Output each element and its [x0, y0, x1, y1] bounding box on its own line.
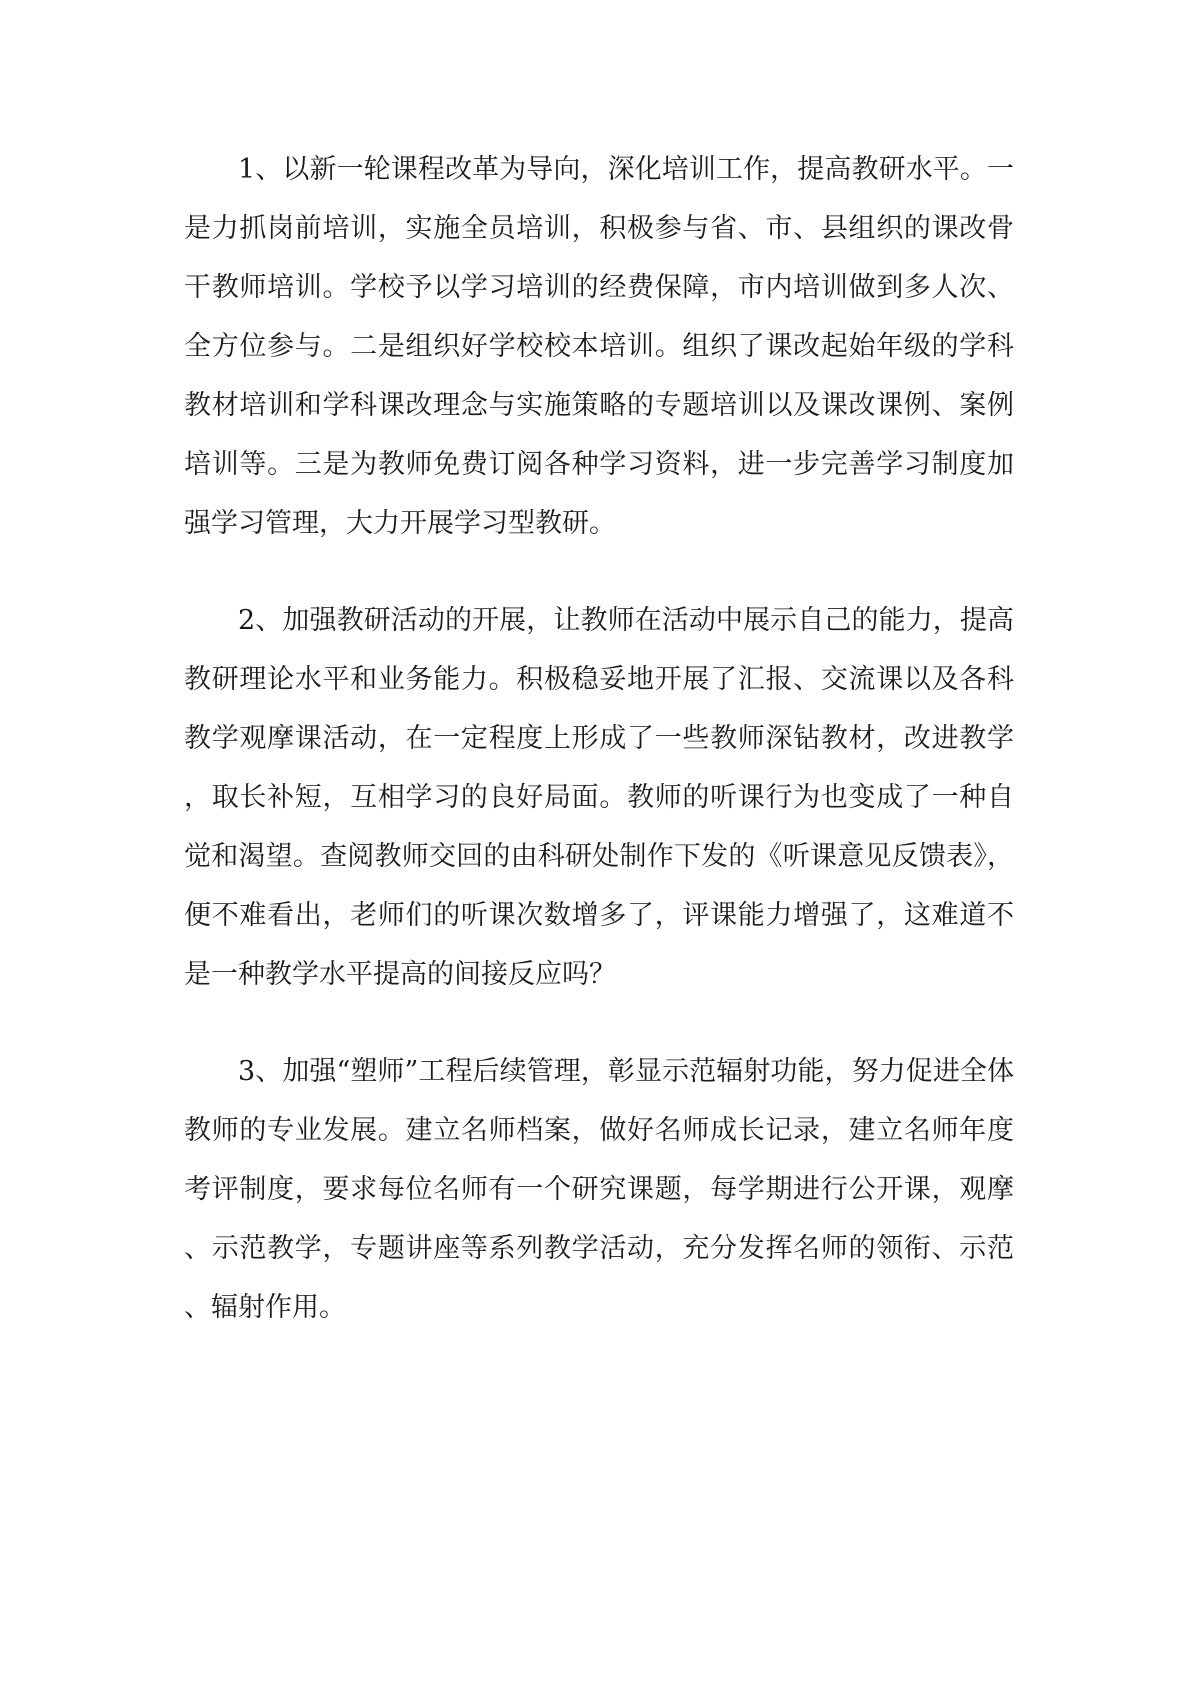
document-page	[184, 140, 1014, 1337]
paragraph-1: 1、以新一轮课程改革为导向，深化培训工作，提高教研水平。一是力抓岗前培训，实施全员培训，积极参与省、市、县组织的课改骨干教师培训。学校予以学习培训的经费保障，市内培训做到多人次、全方位参与。二是组织好学校校本培训。组织了课改起始年级的学科教材培训和学科课改理念与实施策略的专题培训以及课改课例、案例培训等。三是为教师免费订阅各种学习资料，进一步完善学习制度加强学习管理，大力开展学习型教研。	[184, 154, 1014, 539]
paragraph-3: 3、加强“塑师”工程后续管理，彰显示范辐射功能，努力促进全体教师的专业发展。建立名师档案，做好名师成长记录，建立名师年度考评制度，要求每位名师有一个研究课题，每学期进行公开课，观摩、示范教学，专题讲座等系列教学活动，充分发挥名师的领衔、示范、辐射作用。	[184, 1056, 1014, 1323]
paragraph-2: 2、加强教研活动的开展，让教师在活动中展示自己的能力，提高教研理论水平和业务能力。积极稳妥地开展了汇报、交流课以及各科教学观摩课活动，在一定程度上形成了一些教师深钻教材，改进教学，取长补短，互相学习的良好局面。教师的听课行为也变成了一种自觉和渴望。查阅教师交回的由科研处制作下发的《听课意见反馈表》，便不难看出，老师们的听课次数增多了，评课能力增强了，这难道不是一种教学水平提高的间接反应吗？	[184, 605, 1014, 990]
